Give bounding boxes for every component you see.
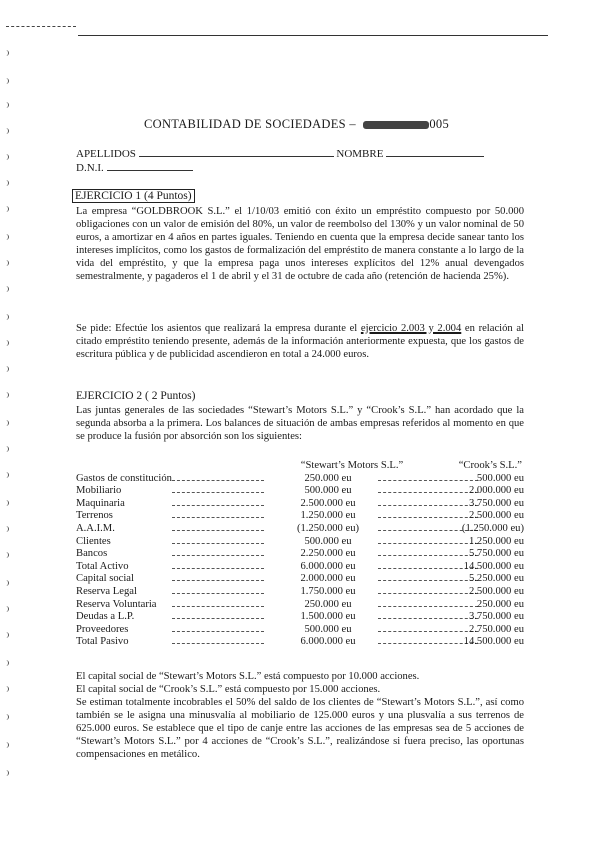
scan-mark: [6, 26, 76, 27]
table-row: [76, 510, 524, 523]
table-row: [76, 636, 524, 649]
stewarts-value: 2.250.000 eu: [300, 548, 356, 560]
balance-table-header: [76, 460, 524, 473]
title-text: CONTABILIDAD DE SOCIEDADES –: [144, 117, 356, 131]
note-crooks-capital: El capital social de “Crook’s S.L.” está compuesto por 15.000 acciones.: [76, 684, 381, 695]
apellidos-nombre-line: [76, 148, 524, 161]
stewarts-value: 500.000 eu: [304, 535, 352, 547]
balance-rows: [76, 473, 524, 649]
nombre-label: NOMBRE: [336, 148, 384, 160]
col-header-stewarts: “Stewart’s Motors S.L.”: [300, 460, 404, 471]
table-row: [76, 573, 524, 586]
dot-leader: [378, 517, 478, 518]
table-row: [76, 561, 524, 574]
dot-leader: [378, 480, 478, 481]
stewarts-value: 6.000.000 eu: [300, 560, 356, 572]
dot-leader: [378, 606, 478, 607]
crooks-value: 5.250.000 eu: [468, 573, 524, 585]
row-label: Clientes: [76, 535, 111, 547]
stewarts-value: 1.250.000 eu: [300, 510, 356, 522]
row-label: Proveedores: [76, 623, 129, 635]
row-label: Total Activo: [76, 560, 129, 572]
table-row: [76, 485, 524, 498]
exercise1-paragraph1: La empresa “GOLDBROOK S.L.” el 1/10/03 emitió con éxito un empréstito compuesto por 50.000 obligaciones con un valor de emisión del 80%, un valor de reembolso del 130% y un valor nominal de 50 euros, a amortizar en 4 años en partes iguales. Teniendo en cuenta que la empresa decide sanear tanto los intereses implícitos, como los gastos de formalización del empréstito de manera constante a lo largo de la vida del empréstito, y que la empresa paga unos intereses explícitos del 12% anual devengados semestralmente, y pagaderos el 1 de abril y el 31 de octubre de cada año (retención de hacienda 25%).: [76, 206, 524, 282]
row-label: Capital social: [76, 573, 134, 585]
table-row: [76, 624, 524, 637]
dot-leader: [378, 505, 478, 506]
dni-line: [76, 162, 193, 175]
dot-leader: [378, 580, 478, 581]
row-label: Mobiliario: [76, 485, 122, 497]
dni-field[interactable]: [107, 170, 193, 171]
note-stewarts-capital: El capital social de “Stewart’s Motors S.L.” está compuesto por 10.000 acciones.: [76, 671, 420, 682]
exercise1-years: ejercicio 2.003 y 2.004: [360, 323, 462, 334]
exercise2-intro: Las juntas generales de las sociedades “Stewart’s Motors S.L.” y “Crook’s S.L.” han acordado que la segunda absorba a la primera. Los balances de situación de ambas empresas referidos al momento en que se produce la fusión por absorción son los siguientes:: [76, 405, 524, 442]
row-label: Deudas a L.P.: [76, 611, 135, 623]
table-row: [76, 611, 524, 624]
row-label: Total Pasivo: [76, 636, 129, 648]
header-rule: [78, 35, 548, 36]
crooks-value: 1.250.000 eu: [468, 535, 524, 547]
crooks-value: 3.750.000 eu: [468, 611, 524, 623]
row-label: Gastos de constitución: [76, 472, 172, 484]
dot-leader: [378, 492, 478, 493]
table-row: [76, 473, 524, 486]
row-label: Terrenos: [76, 510, 113, 522]
dot-leader: [378, 543, 478, 544]
crooks-value: 2.000.000 eu: [468, 485, 524, 497]
table-row: [76, 586, 524, 599]
stewarts-value: 2.000.000 eu: [300, 573, 356, 585]
dni-label: D.N.I.: [76, 162, 104, 174]
table-row: [76, 536, 524, 549]
crooks-value: 500.000 eu: [476, 472, 524, 484]
table-row: [76, 599, 524, 612]
stewarts-value: 1.750.000 eu: [300, 585, 356, 597]
table-row: [76, 498, 524, 511]
row-label: Maquinaria: [76, 497, 125, 509]
title-tail: 005: [429, 117, 449, 131]
dot-leader: [378, 618, 478, 619]
nombre-field[interactable]: [386, 156, 484, 157]
dot-leader: [378, 631, 478, 632]
row-label: A.A.I.M.: [76, 522, 115, 534]
binding-holes: [3, 30, 17, 830]
apellidos-label: APELLIDOS: [76, 148, 136, 160]
note-adjustments: Se estiman totalmente incobrables el 50% del saldo de los clientes de “Stewart’s Motors S.L.”, así como también se le asigna una minusvalía al mobiliario de 125.000 euros y una plusvalía a sus terrenos de 625.000 euros. Se establece que el tipo de canje entre las acciones de las empresas sea de 5 acciones de “Stewart’s Motors S.L.” por 4 acciones de “Crook’s S.L.”, realizándose si fuera preciso, las oportunas compensaciones en metálico.: [76, 697, 524, 760]
crooks-value: 250.000 eu: [476, 598, 524, 610]
row-label: Reserva Voluntaria: [76, 598, 157, 610]
stewarts-value: 6.000.000 eu: [300, 636, 356, 648]
crooks-value: 2.500.000 eu: [468, 585, 524, 597]
dot-leader: [378, 593, 478, 594]
col-header-crooks: “Crook’s S.L.”: [458, 460, 522, 471]
row-label: Reserva Legal: [76, 585, 137, 597]
exercise1-heading-text: EJERCICIO 1 (4 Puntos): [72, 189, 195, 203]
stewarts-value: 250.000 eu: [304, 472, 352, 484]
crooks-value: 14.500.000 eu: [463, 636, 524, 648]
stewarts-value: 1.500.000 eu: [300, 611, 356, 623]
exercise1-paragraph2: [76, 323, 524, 362]
stewarts-value: 250.000 eu: [304, 598, 352, 610]
stewarts-value: 2.500.000 eu: [300, 497, 356, 509]
crooks-value: 5.750.000 eu: [468, 548, 524, 560]
row-label: Bancos: [76, 548, 108, 560]
exercise2-heading: EJERCICIO 2 ( 2 Puntos): [76, 390, 196, 402]
dot-leader: [378, 555, 478, 556]
stewarts-value: 500.000 eu: [304, 623, 352, 635]
exercise1-request-tail: en relación al citado empréstito teniendo presente, además de la información anteriormente expuesta, que los gastos de escritura pública y de publicidad ascendieron en total a 24.000 euros.: [76, 323, 524, 360]
crooks-value: 3.750.000 eu: [468, 497, 524, 509]
stewarts-value: 500.000 eu: [304, 485, 352, 497]
table-row: [76, 523, 524, 536]
balance-table: [76, 460, 524, 649]
crooks-value: 2.750.000 eu: [468, 623, 524, 635]
crooks-value: 14.500.000 eu: [463, 560, 524, 572]
table-row: [76, 548, 524, 561]
stewarts-value: (1.250.000 eu): [296, 522, 360, 534]
crooks-value: (1.250.000 eu): [461, 522, 524, 534]
exercise1-heading: [72, 190, 195, 203]
exercise1-request: Se pide: Efectúe los asientos que realizará la empresa durante el: [76, 323, 358, 334]
apellidos-field[interactable]: [139, 156, 334, 157]
scribbled-out-date: [363, 121, 429, 129]
crooks-value: 2.500.000 eu: [468, 510, 524, 522]
page-title: [144, 118, 449, 131]
